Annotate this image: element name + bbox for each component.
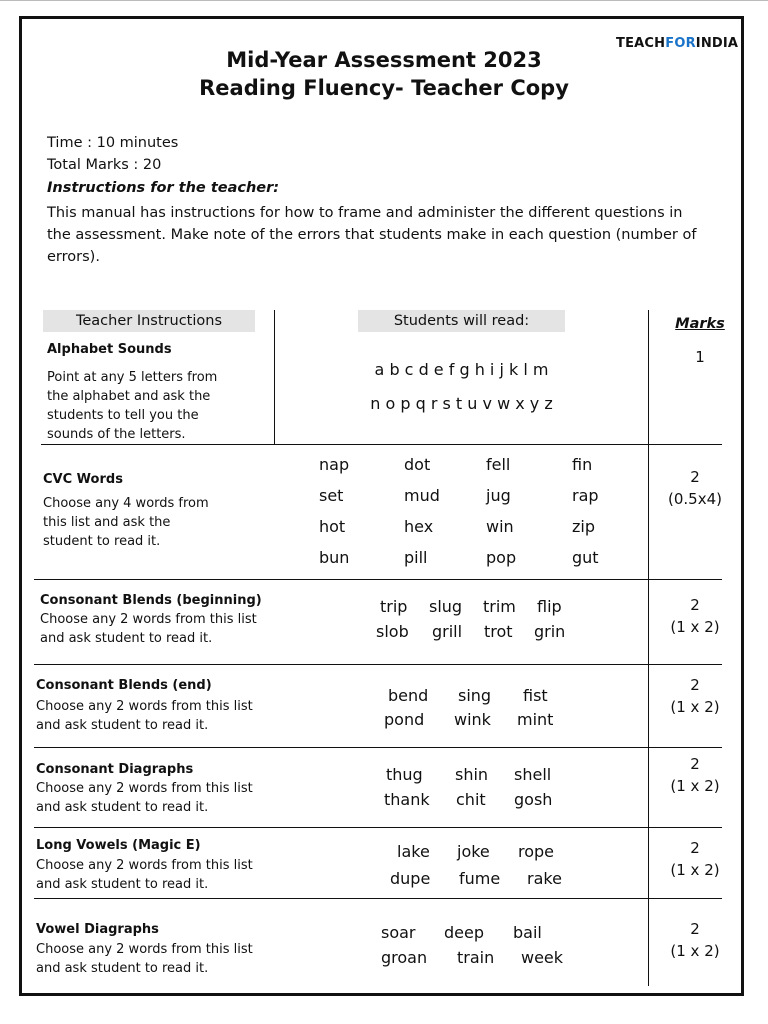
mark-value: 2 (690, 920, 700, 938)
diagraph-word: gosh (514, 790, 553, 809)
consonant-blends-end-title: Consonant Blends (end) (36, 678, 212, 693)
desc-line: Choose any 2 words from this list (36, 781, 253, 796)
desc-line: students to tell you the (47, 408, 199, 423)
top-divider (0, 0, 768, 1)
instructions-paragraph (47, 202, 737, 268)
blend-word: sing (458, 686, 492, 705)
cvc-word: hot (319, 517, 346, 536)
time-text: Time : 10 minutes (47, 135, 179, 151)
cvc-word: fell (486, 455, 511, 474)
section-marks (650, 753, 740, 797)
cvc-word: mud (404, 486, 440, 505)
blend-word: fist (523, 686, 548, 705)
teach-for-india-logo: TEACHFORINDIA (616, 36, 739, 51)
cvc-word: win (486, 517, 514, 536)
section-marks (650, 674, 740, 718)
desc-line: the alphabet and ask the (47, 389, 211, 404)
desc-line: Choose any 2 words from this list (36, 858, 253, 873)
vowel-word: lake (397, 842, 430, 861)
instructions-line: the assessment. Make note of the errors that students make in each question (number of (47, 227, 697, 243)
mark-breakdown: (1 x 2) (670, 618, 720, 636)
mark-value: 2 (690, 468, 700, 486)
blend-word: bend (388, 686, 429, 705)
instructions-line: This manual has instructions for how to frame and administer the different questions in (47, 205, 683, 221)
desc-line: and ask student to read it. (36, 877, 209, 892)
mark-value: 2 (690, 755, 700, 773)
vowel-diagraph-word: train (457, 948, 495, 967)
blend-word: flip (537, 597, 562, 616)
alphabet-marks: 1 (695, 348, 705, 366)
section-marks (650, 594, 740, 638)
desc-line: Point at any 5 letters from (47, 370, 218, 385)
vowel-diagraph-word: bail (513, 923, 542, 942)
blend-word: slob (376, 622, 409, 641)
desc-line: Choose any 2 words from this list (36, 699, 253, 714)
desc-line: and ask student to read it. (36, 718, 209, 733)
blend-word: grill (432, 622, 463, 641)
mark-breakdown: (1 x 2) (670, 698, 720, 716)
desc-line: sounds of the letters. (47, 427, 186, 442)
desc-line: Choose any 2 words from this list (36, 942, 253, 957)
mark-value: 2 (690, 839, 700, 857)
desc-line: and ask student to read it. (36, 800, 209, 815)
section-marks (650, 918, 740, 962)
cvc-word: rap (572, 486, 599, 505)
blend-word: grin (534, 622, 566, 641)
row-divider (34, 827, 722, 828)
students-read-header: Students will read: (358, 310, 565, 332)
row-divider (34, 747, 722, 748)
cvc-words-description (43, 494, 209, 551)
vowel-word: fume (459, 869, 501, 888)
marks-header: Marks (675, 316, 725, 332)
consonant-blends-beginning-title: Consonant Blends (beginning) (40, 593, 262, 608)
vowel-diagraph-word: deep (444, 923, 484, 942)
vowel-word: joke (457, 842, 490, 861)
cvc-word: zip (572, 517, 595, 536)
vowel-word: rake (527, 869, 562, 888)
marks-column-divider (648, 310, 649, 986)
vowel-diagraph-word: week (521, 948, 564, 967)
row-divider (41, 444, 722, 445)
cvc-word: bun (319, 548, 350, 567)
mark-value: 2 (690, 676, 700, 694)
mark-breakdown: (1 x 2) (670, 942, 720, 960)
row-divider (34, 664, 722, 665)
cvc-word: fin (572, 455, 593, 474)
mark-breakdown: (1 x 2) (670, 777, 720, 795)
blend-word: trip (380, 597, 408, 616)
desc-line: Choose any 2 words from this list (40, 612, 257, 627)
cvc-word: hex (404, 517, 434, 536)
instructions-line: errors). (47, 249, 100, 265)
diagraph-word: thug (386, 765, 423, 784)
alphabet-sounds-description (47, 368, 217, 444)
cvc-word: nap (319, 455, 350, 474)
desc-line: Choose any 4 words from (43, 496, 209, 511)
diagraph-word: shin (455, 765, 489, 784)
alphabet-row-2: n o p q r s t u v w x y z (370, 394, 553, 413)
row-divider (34, 898, 722, 899)
cvc-word: gut (572, 548, 599, 567)
long-vowels-title: Long Vowels (Magic E) (36, 838, 201, 853)
total-marks-text: Total Marks : 20 (47, 157, 162, 173)
vowel-word: rope (518, 842, 555, 861)
blend-word: trot (484, 622, 513, 641)
blend-word: pond (384, 710, 425, 729)
vowel-word: dupe (390, 869, 431, 888)
page-title: Mid-Year Assessment 2023 (226, 48, 542, 72)
page-subtitle: Reading Fluency- Teacher Copy (199, 76, 569, 100)
desc-line: student to read it. (43, 534, 161, 549)
diagraph-word: shell (514, 765, 552, 784)
alphabet-row-1: a b c d e f g h i j k l m (374, 360, 549, 379)
row-divider (34, 579, 722, 580)
section-description (36, 697, 253, 735)
mark-breakdown: (0.5x4) (668, 490, 722, 508)
desc-line: and ask student to read it. (40, 631, 213, 646)
section-description (36, 856, 253, 894)
section-description (36, 779, 253, 817)
desc-line: and ask student to read it. (36, 961, 209, 976)
vowel-diagraph-word: soar (381, 923, 416, 942)
cvc-words-title: CVC Words (43, 472, 123, 487)
blend-word: wink (454, 710, 491, 729)
section-marks (650, 837, 740, 881)
cvc-word: pop (486, 548, 517, 567)
vowel-diagraph-word: groan (381, 948, 428, 967)
blend-word: slug (429, 597, 463, 616)
diagraph-word: thank (384, 790, 430, 809)
instructions-heading: Instructions for the teacher: (47, 180, 280, 196)
cvc-word: set (319, 486, 344, 505)
alphabet-sounds-title: Alphabet Sounds (47, 342, 172, 357)
cvc-word: dot (404, 455, 431, 474)
section-description (36, 940, 253, 978)
cvc-word: jug (486, 486, 511, 505)
blend-word: trim (483, 597, 516, 616)
blend-word: mint (517, 710, 554, 729)
consonant-diagraphs-title: Consonant Diagraphs (36, 762, 194, 777)
diagraph-word: chit (456, 790, 486, 809)
mark-breakdown: (1 x 2) (670, 861, 720, 879)
mark-value: 2 (690, 596, 700, 614)
vowel-diagraphs-title: Vowel Diagraphs (36, 922, 159, 937)
teacher-instructions-header: Teacher Instructions (43, 310, 255, 332)
cvc-word: pill (404, 548, 428, 567)
desc-line: this list and ask the (43, 515, 171, 530)
cvc-marks (650, 466, 740, 510)
section-description (40, 610, 257, 648)
